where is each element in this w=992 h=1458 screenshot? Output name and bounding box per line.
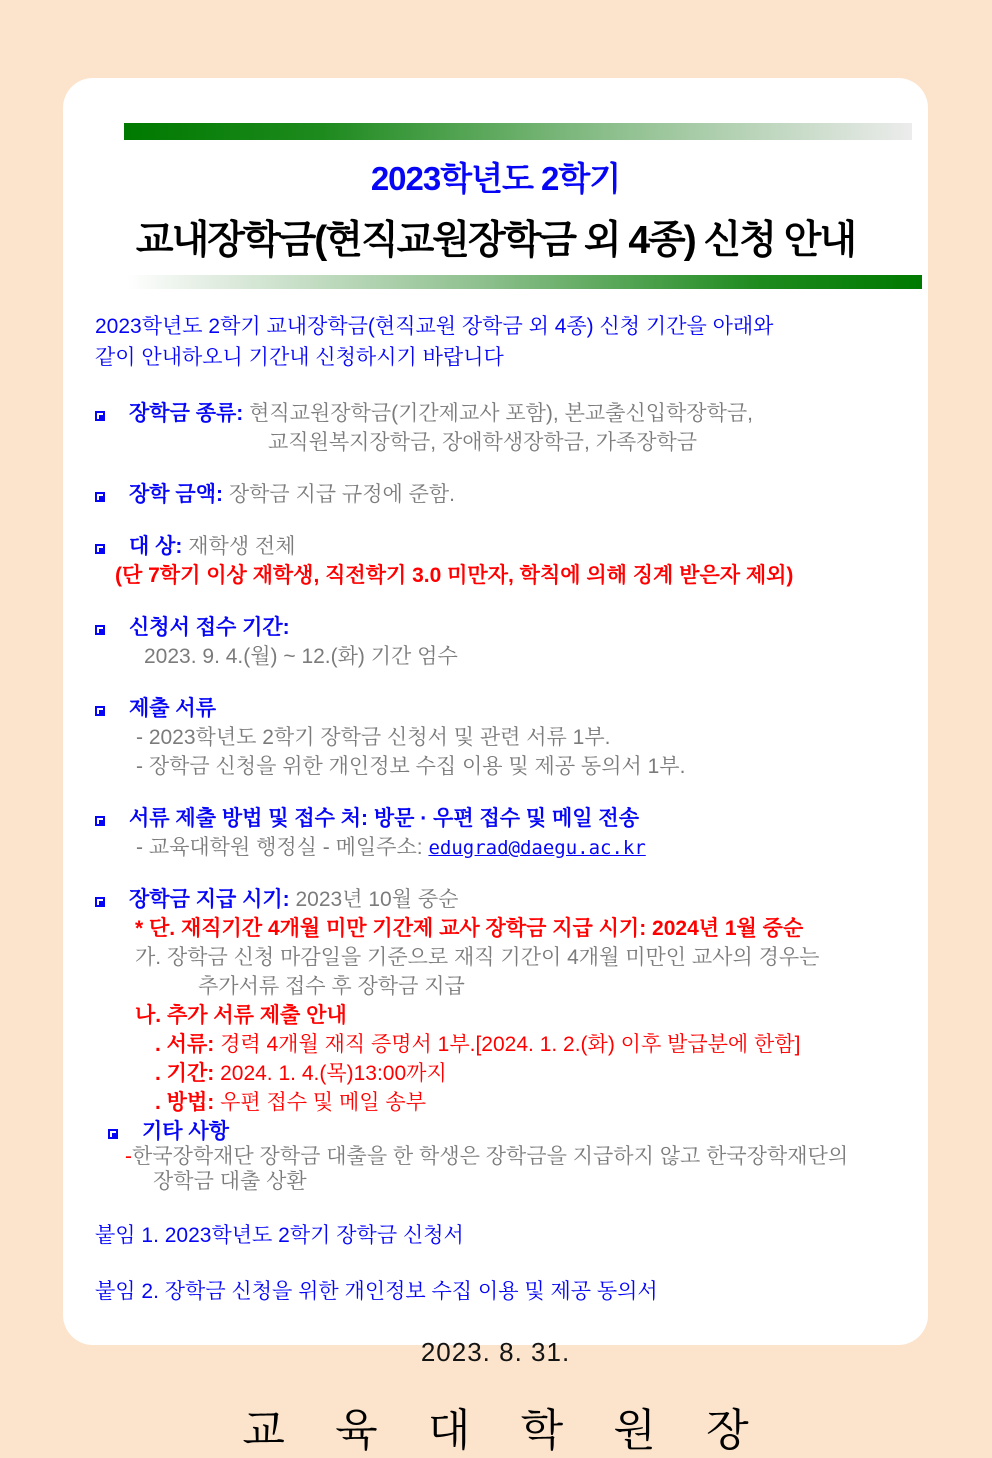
text-run: . [155,1033,167,1056]
text-run: 서류: [166,1033,215,1056]
intro-line: 2023학년도 2학기 교내장학금(현직교원 장학금 외 4종) 신청 기간을 아래와 [95,315,774,338]
bullet-item [63,1121,928,1143]
detail-line [63,976,928,998]
detail-line [63,432,928,454]
text-run: 2024. 1. 4.(목)13:00까지 [214,1062,447,1085]
detail-line [63,646,928,668]
bullet-item [63,698,928,720]
square-in-square-bullet-icon [95,411,105,421]
text-run: 대 상: [129,535,183,558]
content-body [63,403,928,1193]
detail-line [63,1005,928,1027]
bullet-item [63,617,928,639]
detail-line [63,918,928,940]
text-run: 경력 4개월 재직 증명서 1부.[2024. 1. 2.(화) 이후 발급분에 한함] [214,1033,801,1056]
detail-line [63,727,928,749]
bullet-item [63,808,928,830]
text-run: . [155,1091,167,1114]
bullet-item [63,536,928,558]
detail-line [63,565,928,587]
text-run: 장학금 대출 상환 [153,1170,307,1193]
text-run: 재학생 전체 [182,535,296,558]
text-run: 우편 접수 및 메일 송부 [214,1091,426,1114]
text-run: 가. 장학금 신청 마감일을 기준으로 재직 기간이 4개월 미만인 교사의 경우는 [135,946,820,969]
text-run: 신청서 접수 기간: [129,616,290,639]
bullet-item [63,484,928,506]
text-run: . [155,1062,167,1085]
text-run: 장학금 종류: [129,402,244,425]
text-run: 나. 추가 서류 제출 안내 [135,1004,347,1027]
attachment-line: 붙임 1. 2023학년도 2학기 장학금 신청서 [95,1224,464,1247]
top-gradient-bar [124,123,912,140]
text-run: - 교육대학원 행정실 - 메일주소: [136,836,429,859]
detail-line [63,837,928,859]
text-run: 추가서류 접수 후 장학금 지급 [198,975,465,998]
text-run: 현직교원장학금(기간제교사 포함), 본교출신입학장학금, [243,402,754,425]
text-run: 장학금 지급 규정에 준함. [222,483,456,506]
detail-line [63,1145,928,1168]
detail-line [63,947,928,969]
text-run: 2023. 9. 4.(월) ~ 12.(화) 기간 엄수 [144,645,458,668]
text-run: - 장학금 신청을 위한 개인정보 수집 이용 및 제공 동의서 1부. [136,755,686,778]
square-in-square-bullet-icon [95,706,105,716]
square-in-square-bullet-icon [95,625,105,635]
square-in-square-bullet-icon [95,492,105,502]
intro-line: 같이 안내하오니 기간내 신청하시기 바랍니다 [95,346,504,369]
attachment-line: 붙임 2. 장학금 신청을 위한 개인정보 수집 이용 및 제공 동의서 [95,1280,658,1303]
text-run: 2023년 10월 중순 [289,888,459,911]
text-run: - 2023학년도 2학기 장학금 신청서 및 관련 서류 1부. [136,726,611,749]
text-run: 기타 사항 [142,1120,229,1143]
document-sheet [63,78,928,1455]
square-in-square-bullet-icon [95,897,105,907]
text-run: 한국장학재단 장학금 대출을 한 학생은 장학금을 지급하지 않고 한국장학재단의 [132,1145,849,1168]
text-run: 방법: [166,1091,215,1114]
signature-dean-of-graduate-school-of-education: 교 육 대 학 원 장 [242,1406,761,1455]
bottom-gradient-bar [127,275,922,289]
square-in-square-bullet-icon [95,816,105,826]
intro-paragraph [63,311,928,373]
square-in-square-bullet-icon [95,544,105,554]
issue-date: 2023. 8. 31. [420,1337,571,1367]
bullet-item [63,889,928,911]
text-run: * 단. 재직기간 4개월 미만 기간제 교사 장학금 지급 시기: 2024년 1월 중순 [135,917,804,940]
semester-subtitle: 2023학년도 2학기 [370,160,621,197]
square-in-square-bullet-icon [108,1129,118,1139]
text-run: 장학금 지급 시기: [129,888,290,911]
bullet-item [63,403,928,425]
email-link[interactable]: edugrad@daegu.ac.kr [428,837,646,859]
detail-line [63,756,928,778]
attachments-section [63,1219,928,1305]
text-run: 제출 서류 [129,697,216,720]
detail-line [63,1170,928,1193]
notice-title: 교내장학금(현직교원장학금 외 4종) 신청 안내 [135,219,856,262]
text-run: (단 7학기 이상 재학생, 직전학기 3.0 미만자, 학칙에 의해 징계 받은자 제외) [115,564,794,587]
detail-line [63,1063,928,1085]
text-run: 서류 제출 방법 및 접수 처: 방문 · 우편 접수 및 메일 전송 [129,807,640,830]
text-run: 장학 금액: [129,483,223,506]
detail-line [63,1092,928,1114]
text-run: - [125,1145,132,1168]
text-run: 기간: [166,1062,215,1085]
detail-line [63,1034,928,1056]
text-run: 교직원복지장학금, 장애학생장학금, 가족장학금 [268,431,698,454]
